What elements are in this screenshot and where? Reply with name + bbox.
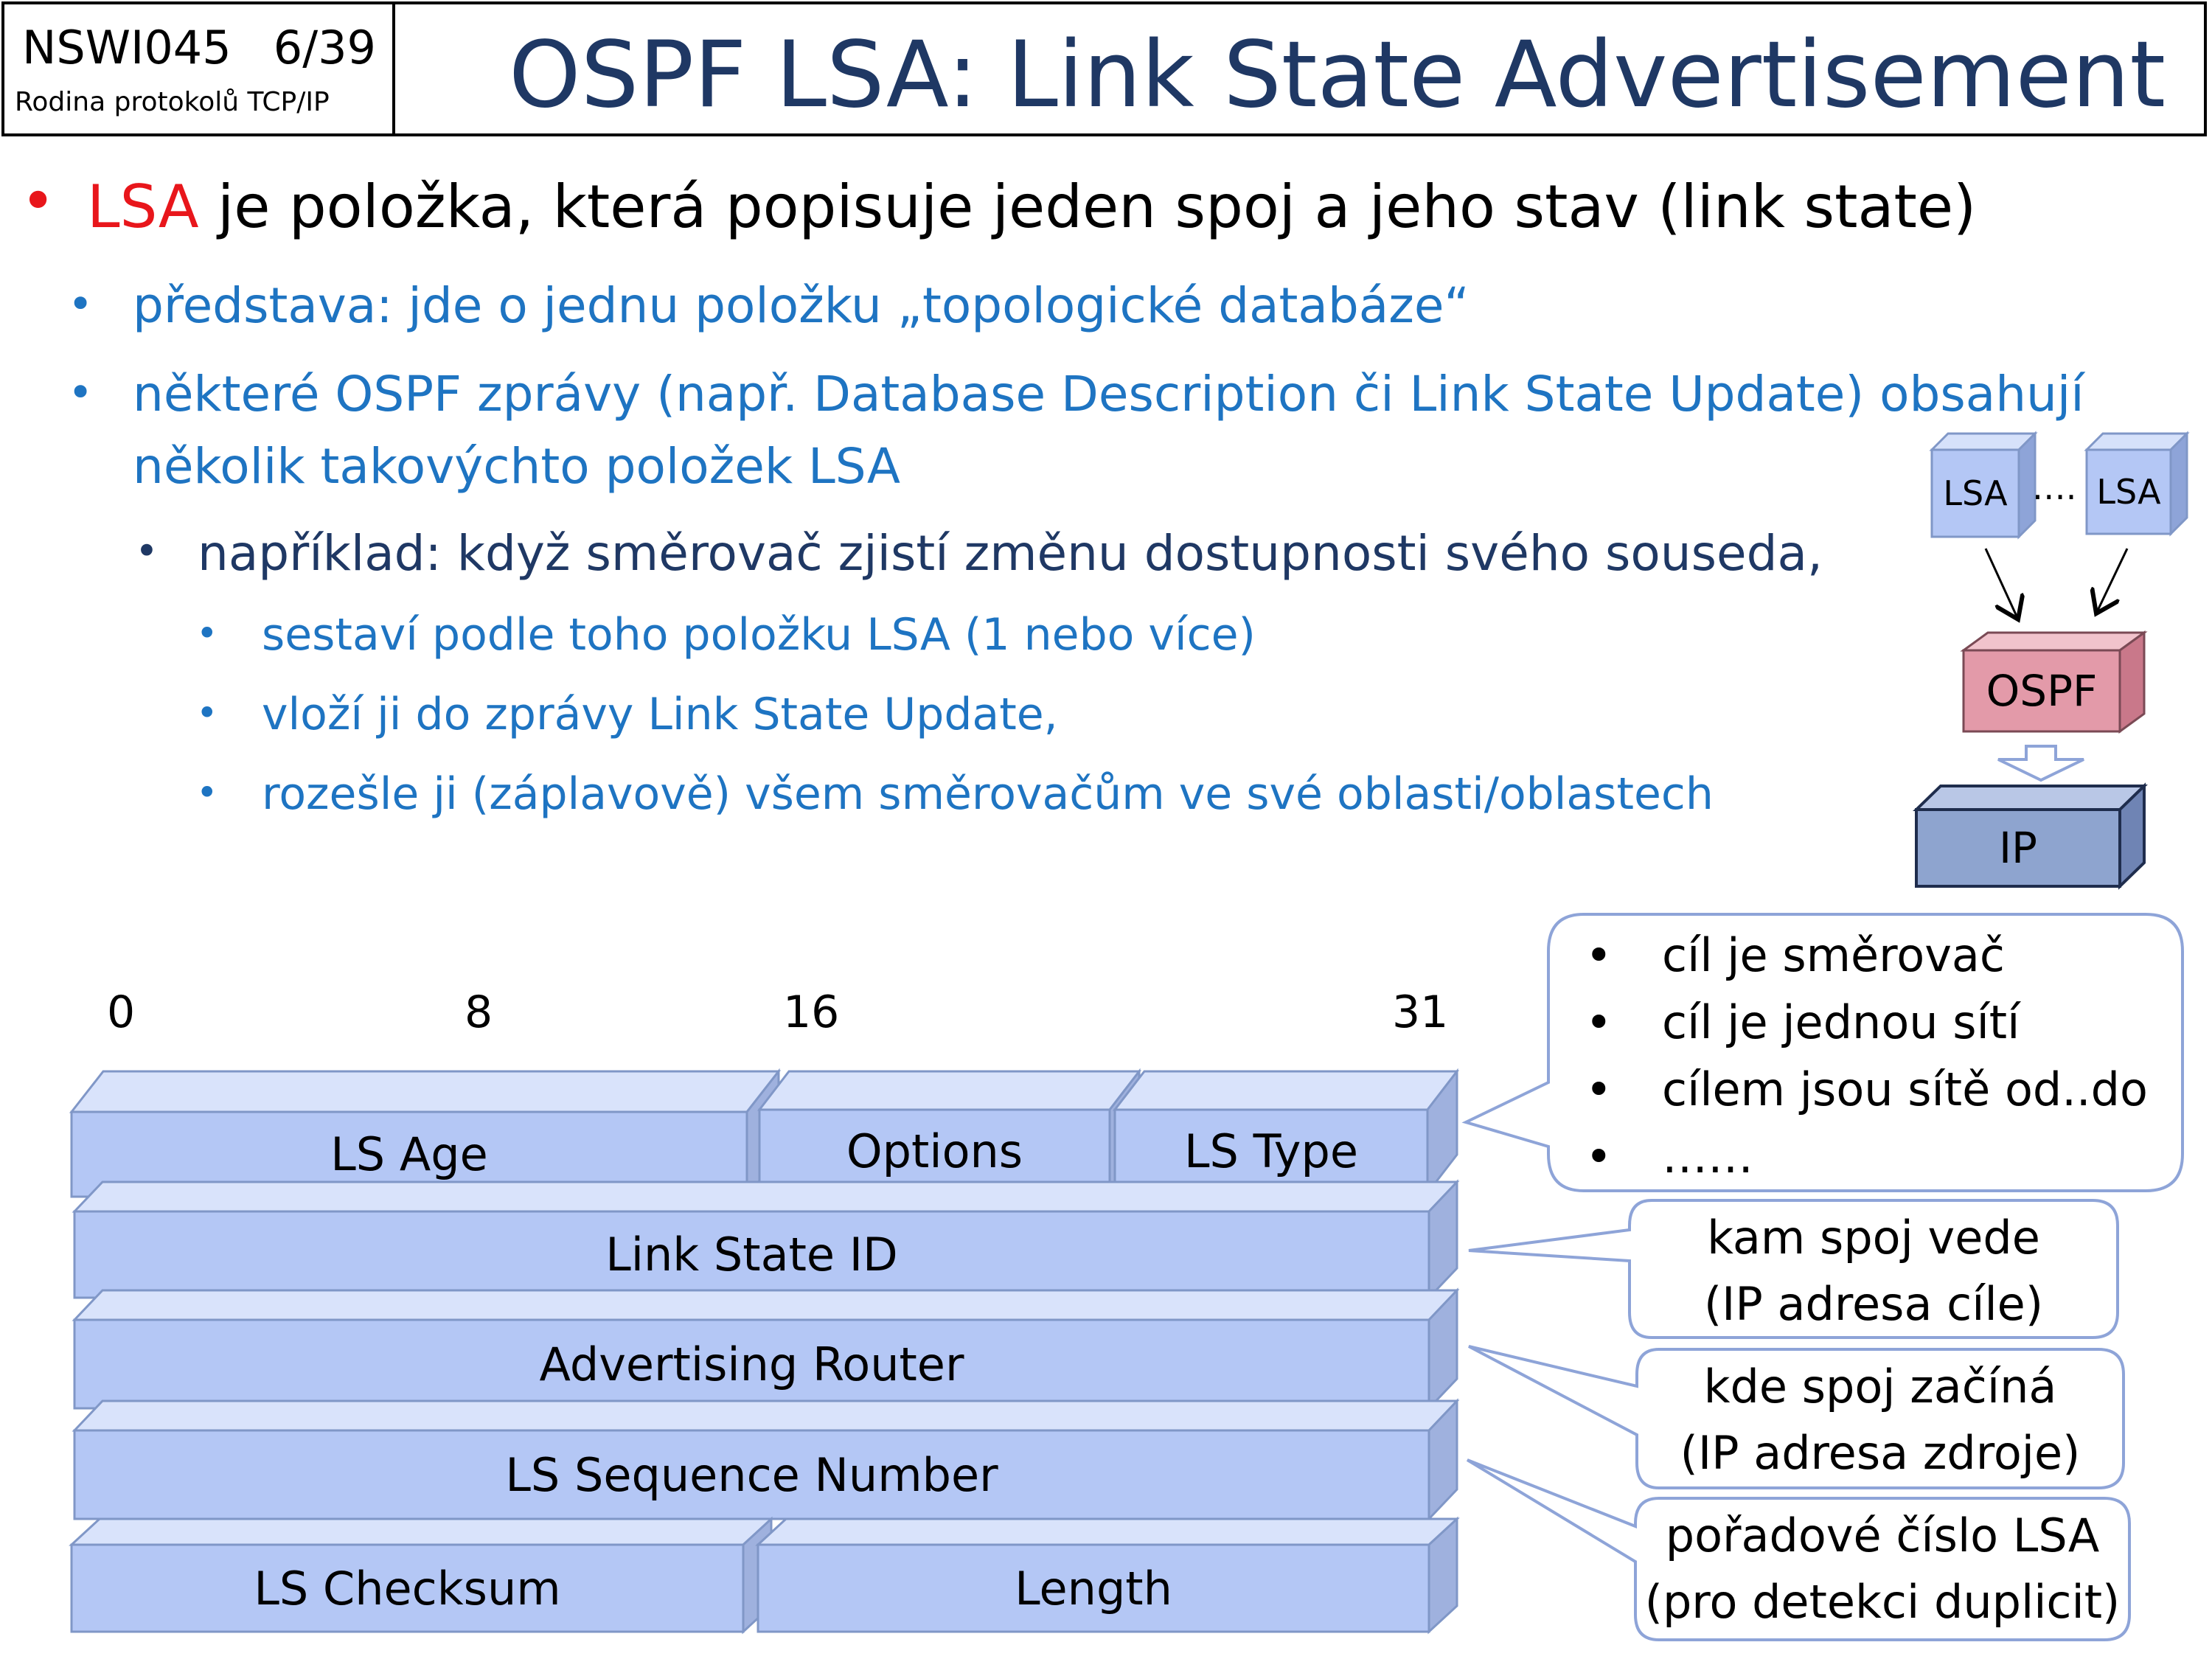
list-item: • cíl je jednou sítí bbox=[1585, 995, 2020, 1049]
lsa-label-left: LSA bbox=[1943, 473, 2008, 513]
bullet-dot: • bbox=[21, 167, 56, 235]
field-ls-checksum-label: LS Checksum bbox=[254, 1561, 561, 1615]
bullet-dot: • bbox=[196, 692, 218, 734]
step-bullet: sestaví podle toho položku LSA (1 nebo více) bbox=[262, 609, 1256, 661]
sub-bullet-2-line1: některé OSPF zprávy (např. Database Description či Link State Update) obsahují bbox=[133, 366, 2084, 422]
bit-label-0: 0 bbox=[107, 987, 136, 1038]
field-length-label: Length bbox=[1015, 1561, 1172, 1615]
main-bullet-text: je položka, která popisuje jeden spoj a jeho stav (link state) bbox=[198, 173, 1977, 241]
field-ls-age-label: LS Age bbox=[330, 1127, 488, 1181]
callout-line: (IP adresa cíle) bbox=[1703, 1277, 2044, 1331]
callout-line: (IP adresa zdroje) bbox=[1680, 1426, 2081, 1480]
slide-title: OSPF LSA: Link State Advertisement bbox=[509, 22, 2166, 128]
course-code: NSWI045 bbox=[22, 21, 232, 74]
ospf-label: OSPF bbox=[1986, 666, 2098, 716]
field-options-label: Options bbox=[846, 1124, 1023, 1178]
step-bullet: rozešle ji (záplavově) všem směrovačům ve své oblasti/oblastech bbox=[262, 768, 1714, 820]
sequence-callout bbox=[1635, 1503, 2129, 1635]
bit-label-16: 16 bbox=[783, 987, 840, 1038]
bit-label-8: 8 bbox=[465, 987, 493, 1038]
lsa-highlight: LSA bbox=[87, 173, 199, 241]
ls-type-callout-list bbox=[1578, 922, 2148, 1190]
field-ls-sequence-number-label: LS Sequence Number bbox=[505, 1447, 998, 1502]
example-bullet: například: když směrovač zjistí změnu dostupnosti svého souseda, bbox=[198, 525, 1823, 582]
course-name: Rodina protokolů TCP/IP bbox=[15, 87, 330, 117]
lsa-arrow-left bbox=[1986, 549, 2018, 619]
list-item: • cíl je směrovač bbox=[1585, 928, 2005, 982]
callout-line: kde spoj začíná bbox=[1703, 1360, 2057, 1413]
callout-line: kam spoj vede bbox=[1707, 1211, 2040, 1265]
down-arrow-icon bbox=[1998, 746, 2084, 780]
lsa-dots: …. bbox=[2031, 467, 2077, 507]
bullet-dot: • bbox=[196, 771, 218, 814]
field-advertising-router-label: Advertising Router bbox=[539, 1337, 964, 1391]
bullet-dot: • bbox=[196, 612, 218, 655]
lsa-label-right: LSA bbox=[2096, 472, 2161, 512]
list-item: • …… bbox=[1585, 1130, 1753, 1183]
sub-bullet-1: představa: jde o jednu položku „topologické databáze“ bbox=[133, 277, 1470, 334]
callout-line: (pro detekci duplicit) bbox=[1644, 1575, 2121, 1629]
list-item: • cílem jsou sítě od..do bbox=[1585, 1062, 2148, 1116]
advertising-router-callout bbox=[1637, 1354, 2124, 1486]
step-bullet: vloží ji do zprávy Link State Update, bbox=[262, 689, 1058, 740]
field-ls-type-label: LS Type bbox=[1183, 1124, 1358, 1178]
bullet-dot: • bbox=[68, 279, 94, 329]
bullet-dot: • bbox=[135, 528, 159, 574]
ip-label: IP bbox=[1998, 823, 2038, 873]
bit-label-31: 31 bbox=[1392, 987, 1449, 1038]
lsa-arrow-right bbox=[2096, 549, 2127, 613]
bullet-dot: • bbox=[68, 367, 94, 417]
slide-number: 6/39 bbox=[273, 21, 376, 74]
link-state-id-callout bbox=[1630, 1205, 2118, 1338]
field-link-state-id-label: Link State ID bbox=[605, 1228, 898, 1281]
sub-bullet-2-line2: několik takovýchto položek LSA bbox=[133, 438, 901, 495]
callout-line: pořadové číslo LSA bbox=[1665, 1509, 2100, 1562]
